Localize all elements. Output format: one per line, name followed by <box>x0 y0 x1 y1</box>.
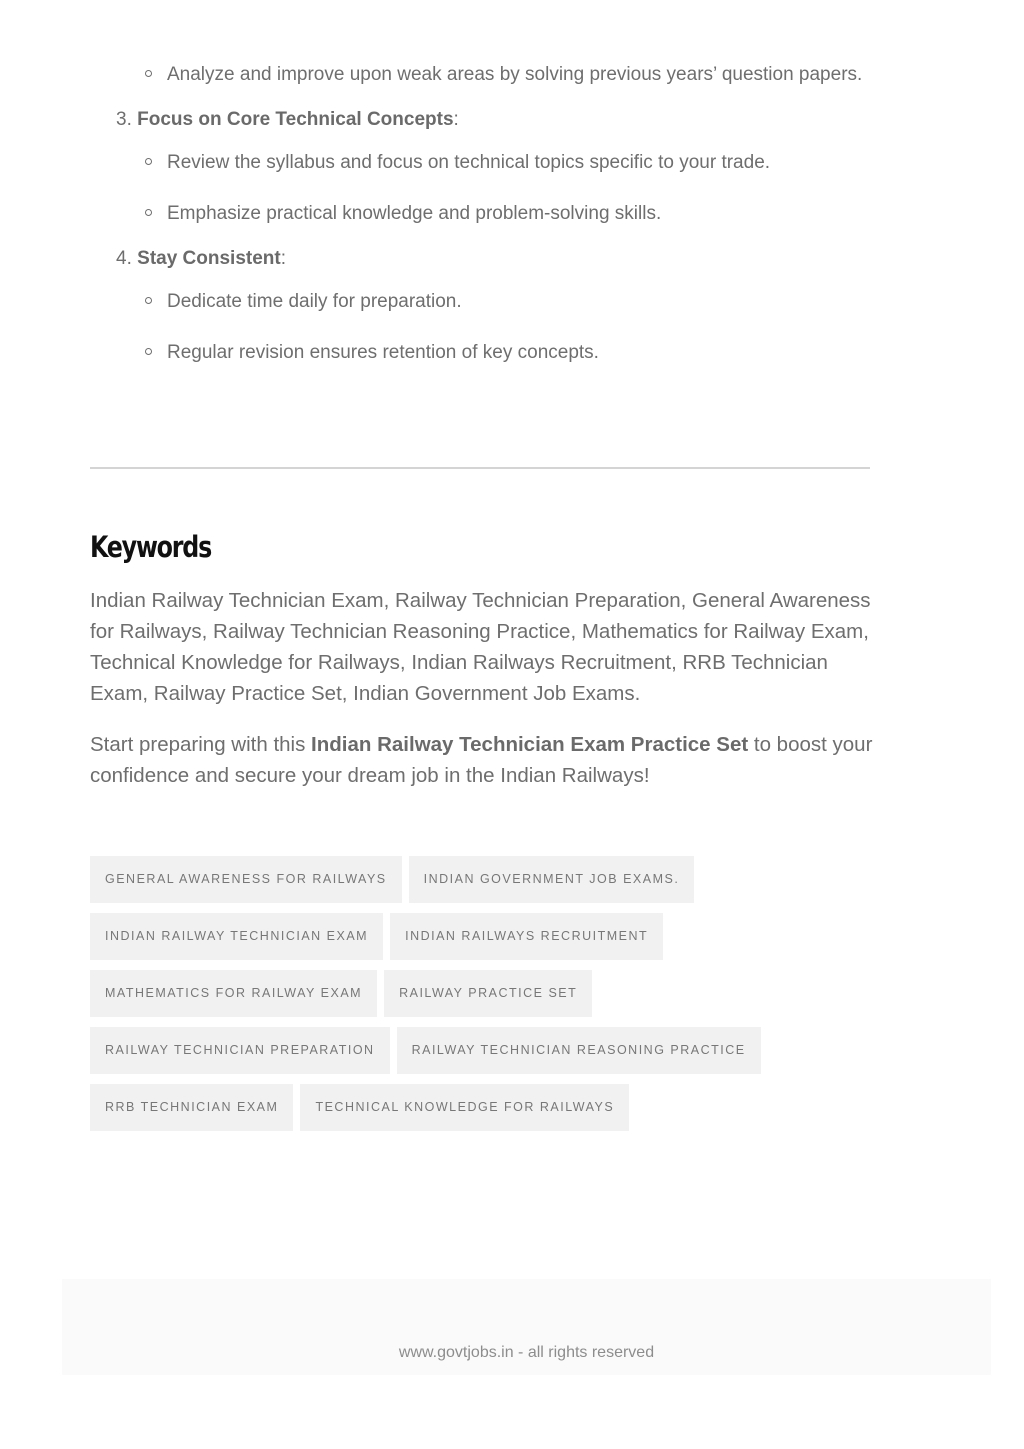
cta-paragraph <box>90 729 875 791</box>
list-item-text: Review the syllabus and focus on technical topics specific to your trade. <box>167 152 771 173</box>
cta-text-start: Start preparing with this <box>90 733 312 756</box>
list-item <box>167 59 870 90</box>
keywords-heading: Keywords <box>90 530 212 564</box>
tag-link[interactable]: GENERAL AWARENESS FOR RAILWAYS <box>90 856 402 903</box>
bullet-icon <box>145 158 152 165</box>
sub-list <box>90 286 870 368</box>
item-suffix: : <box>453 109 459 130</box>
tag-link[interactable]: RAILWAY TECHNICIAN PREPARATION <box>90 1027 390 1074</box>
tag-row <box>90 856 890 903</box>
sub-list <box>90 59 870 90</box>
numbered-item-4 <box>90 243 870 274</box>
tag-cloud <box>90 856 890 1141</box>
footer-copyright: www.govtjobs.in - all rights reserved <box>398 1344 655 1361</box>
item-title: Stay Consistent <box>137 248 281 269</box>
tag-link[interactable]: RAILWAY PRACTICE SET <box>384 970 592 1017</box>
bullet-icon <box>145 348 152 355</box>
list-item <box>167 198 870 229</box>
bullet-icon <box>145 70 152 77</box>
list-item-text: Emphasize practical knowledge and problem-solving skills. <box>167 203 662 224</box>
item-suffix: : <box>280 248 287 269</box>
tag-link[interactable]: TECHNICAL KNOWLEDGE FOR RAILWAYS <box>300 1084 629 1131</box>
list-item <box>167 337 870 368</box>
list-item-text: Dedicate time daily for preparation. <box>167 291 462 312</box>
item-number: 3. <box>116 109 132 130</box>
cta-text-end: to boost your confidence and secure your dream job in the Indian Railways! <box>90 733 873 787</box>
page-footer <box>62 1279 991 1375</box>
tag-link[interactable]: RAILWAY TECHNICIAN REASONING PRACTICE <box>397 1027 761 1074</box>
item-number: 4. <box>116 248 132 269</box>
list-item-text: Analyze and improve upon weak areas by solving previous years’ question papers. <box>167 64 863 85</box>
bullet-icon <box>145 209 152 216</box>
tag-row <box>90 1027 890 1074</box>
bullet-icon <box>145 297 152 304</box>
section-divider <box>90 467 870 469</box>
tag-row <box>90 970 890 1017</box>
sub-list <box>90 147 870 229</box>
tag-link[interactable]: INDIAN GOVERNMENT JOB EXAMS. <box>409 856 695 903</box>
tag-link[interactable]: INDIAN RAILWAYS RECRUITMENT <box>390 913 663 960</box>
tag-link[interactable]: MATHEMATICS FOR RAILWAY EXAM <box>90 970 377 1017</box>
cta-highlight: Indian Railway Technician Exam Practice Set <box>311 733 749 756</box>
item-title: Focus on Core Technical Concepts <box>137 109 454 130</box>
article-body <box>90 59 870 388</box>
list-item <box>167 147 870 178</box>
keywords-text: Indian Railway Technician Exam, Railway Technician Preparation, General Awareness for Railways, Railway Technician Reasoning Practice, Mathematics for Railway Exam, Technical Knowledge for Railways, Indian Railways Recruitment, RRB Technician Exam, Railway Practice Set, Indian Government Job Exams. <box>90 589 871 705</box>
list-item-text: Regular revision ensures retention of key concepts. <box>167 342 599 363</box>
tag-row <box>90 913 890 960</box>
tag-link[interactable]: RRB TECHNICIAN EXAM <box>90 1084 293 1131</box>
numbered-item-3 <box>90 104 870 135</box>
tag-row <box>90 1084 890 1131</box>
list-item <box>167 286 870 317</box>
tag-link[interactable]: INDIAN RAILWAY TECHNICIAN EXAM <box>90 913 383 960</box>
